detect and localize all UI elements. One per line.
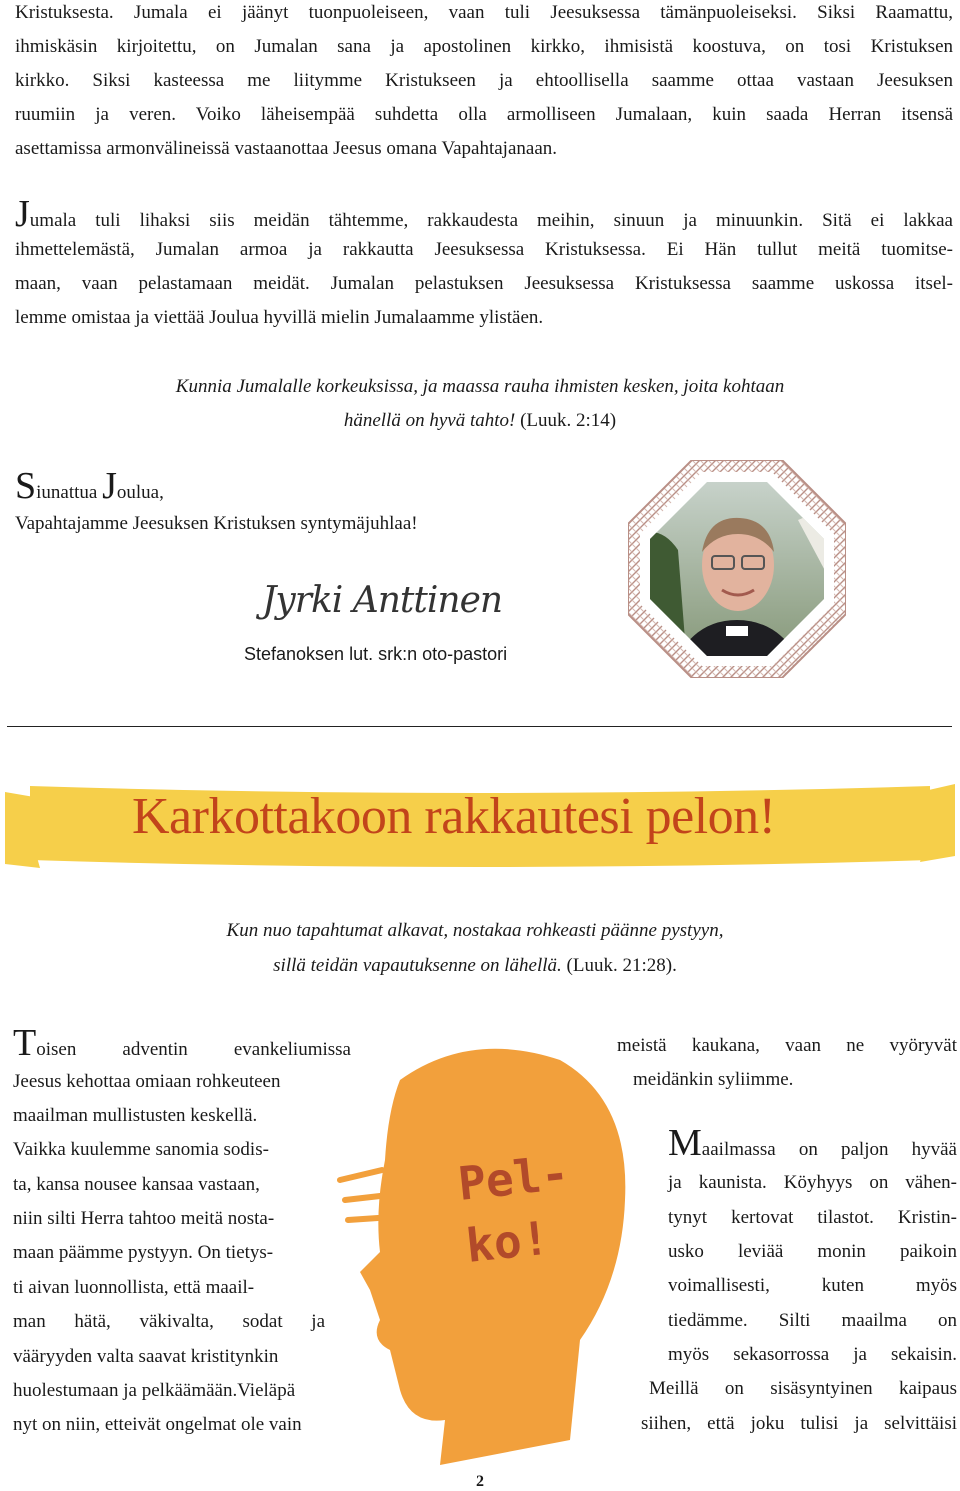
- quote2-line2: [0, 956, 950, 975]
- drop-initial: J: [15, 193, 30, 235]
- left-line: man hätä, väkivalta, sodat ja: [13, 1311, 325, 1332]
- section-divider: [7, 726, 952, 727]
- intro-line: ruumiin ja veren. Voiko läheisempää suhdetta olla armolliseen Jumalaan, kuin saada Herran itsensä: [15, 104, 953, 125]
- right-line: voimallisesti, kuten myös: [668, 1275, 957, 1296]
- left-line: Vaikka kuulemme sanomia sodis-: [13, 1139, 269, 1160]
- intro-line: asettamissa armonvälineissä vastaanottaa Jeesus omana Vapahtajanaan.: [15, 138, 558, 159]
- left-line: niin silti Herra tahtoo meitä nosta-: [13, 1208, 275, 1229]
- page-number: 2: [476, 1473, 484, 1490]
- para2-line: maan, vaan pelastamaan meidät. Jumalan pelastuksen Jeesuksessa Kristuksessa saamme uskossa itsel-: [15, 273, 953, 294]
- quote2-ref: (Luuk. 21:28).: [561, 955, 677, 976]
- intro-line: kirkko. Siksi kasteessa me liitymme Kristukseen ja ehtoollisella saamme ottaa vastaan Jeesuksen: [15, 70, 953, 91]
- greeting-line1: [15, 467, 164, 505]
- quote1-italic: hänellä on hyvä tahto!: [343, 410, 516, 431]
- right-top-line: meistä kaukana, vaan ne vyöryvät: [617, 1035, 957, 1056]
- left-first-rest: oisen adventin evankeliumissa: [36, 1039, 351, 1060]
- left-first-line: [13, 1024, 351, 1062]
- right-line: Meillä on sisäsyntyinen kaipaus: [649, 1378, 957, 1399]
- greeting-j-rest: oulua,: [116, 482, 164, 503]
- fear-mark: [345, 1196, 380, 1200]
- para2-line: ihmettelemästä, Jumalan armoa ja rakkautta Jeesuksessa Kristuksessa. Ei Hän tullut meitä tuomitse-: [15, 239, 953, 260]
- para2-line: lemme omistaa ja viettää Joulua hyvillä mielin Jumalaamme ylistäen.: [15, 307, 544, 328]
- left-line: huolestumaan ja pelkäämään.Vieläpä: [13, 1380, 296, 1401]
- signature: Jyrki Anttinen: [262, 580, 503, 621]
- para2-first-rest: umala tuli lihaksi siis meidän tähtemme, rakkaudesta meihin, sinuun ja minuunkin. Sitä ei lakkaa: [29, 210, 953, 231]
- intro-line: ihmiskäsin kirjoitettu, on Jumalan sana ja apostolinen kirkko, ihmisistä koostuva, on tosi Kristuksen: [15, 36, 953, 57]
- left-line: maailman mullistusten keskellä.: [13, 1105, 258, 1126]
- fear-head-illustration: [330, 1040, 630, 1470]
- right-line: myös sekasorrossa ja sekaisin.: [668, 1344, 957, 1365]
- right-first-rest: aailmassa on paljon hyvää: [701, 1139, 957, 1160]
- banner-title: Karkottakoon rakkautesi pelon!: [132, 788, 776, 845]
- right-line: tiedämme. Silti maailma on: [668, 1310, 957, 1331]
- quote2-italic: sillä teidän vapautuksenne on lähellä.: [273, 955, 562, 976]
- head-text-line1: Pel-: [455, 1145, 572, 1211]
- right-line: siihen, että joku tulisi ja selvittäisi: [641, 1413, 957, 1434]
- greeting-j-initial: J: [102, 465, 117, 507]
- quote1-line1: Kunnia Jumalalle korkeuksissa, ja maassa rauha ihmisten kesken, joita kohtaan: [175, 376, 785, 397]
- greeting-s-initial: S: [15, 465, 37, 507]
- fear-mark: [340, 1170, 382, 1180]
- intro-line: Kristuksesta. Jumala ei jäänyt tuonpuoleiseen, vaan tuli Jeesuksessa tämänpuoleiseksi. Siksi Raamattu,: [15, 2, 953, 23]
- left-line: ti aivan luonnollista, että maail-: [13, 1277, 255, 1298]
- portrait-photo: [628, 460, 846, 678]
- fear-mark: [348, 1218, 378, 1220]
- greeting-s-rest: iunattua: [36, 482, 103, 503]
- quote1-ref: (Luuk. 2:14): [515, 410, 617, 431]
- right-line: ja kaunista. Köyhyys on vähen-: [668, 1172, 957, 1193]
- quote1-line2: [0, 411, 960, 430]
- signature-title: Stefanoksen lut. srk:n oto-pastori: [244, 644, 508, 664]
- left-line: vääryyden valta saavat kristitynkin: [13, 1346, 279, 1367]
- left-line: nyt on niin, etteivät ongelmat ole vain: [13, 1414, 302, 1435]
- right-drop-initial: M: [668, 1122, 702, 1164]
- right-first-line: [668, 1124, 957, 1162]
- right-top-line: meidänkin syliimme.: [633, 1069, 794, 1090]
- right-line: usko leviää monin paikoin: [668, 1241, 957, 1262]
- left-drop-initial: T: [13, 1022, 37, 1064]
- quote2-line1: Kun nuo tapahtumat alkavat, nostakaa rohkeasti päänne pystyyn,: [226, 920, 724, 941]
- head-text-line2: ko!: [463, 1210, 552, 1273]
- para2-first-line: [15, 195, 953, 233]
- left-line: ta, kansa nousee kansaa vastaan,: [13, 1174, 260, 1195]
- left-line: Jeesus kehottaa omiaan rohkeuteen: [13, 1071, 281, 1092]
- right-line: tynyt kertovat tilastot. Kristin-: [668, 1207, 957, 1228]
- greeting-line2: Vapahtajamme Jeesuksen Kristuksen syntymäjuhlaa!: [15, 513, 418, 534]
- left-line: maan päämme pystyyn. On tietys-: [13, 1242, 274, 1263]
